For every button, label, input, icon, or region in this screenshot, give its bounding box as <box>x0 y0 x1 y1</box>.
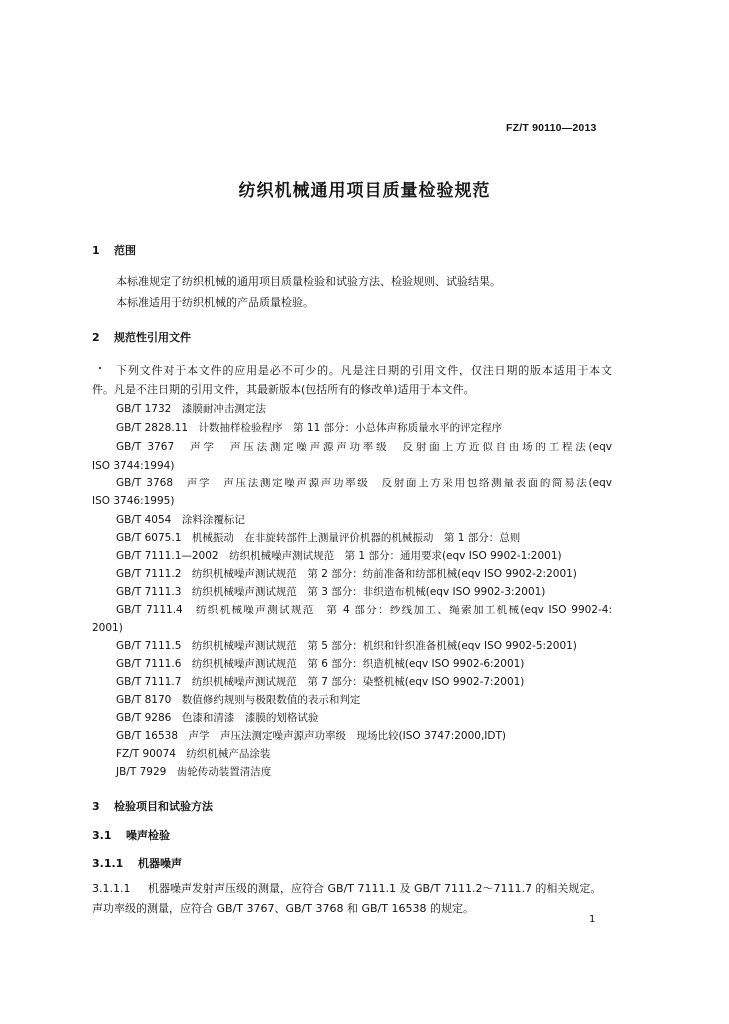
reference-item: GB/T 7111.4 纺织机械噪声测试规范 第 4 部分：纱线加工、绳索加工机械(eqv ISO 9902-4: <box>116 605 612 616</box>
reference-item: GB/T 8170 数值修约规则与极限数值的表示和判定 <box>116 694 361 706</box>
reference-item-continuation: 2001) <box>92 622 123 634</box>
clause-number: 3.1.1.1 <box>92 882 131 895</box>
scope-paragraph-2: 本标准适用于纺织机械的产品质量检验。 <box>116 296 314 309</box>
standard-code: FZ/T 90110—2013 <box>506 122 597 134</box>
reference-item: GB/T 7111.1—2002 纺织机械噪声测试规范 第 1 部分：通用要求(eqv ISO 9902-1:2001) <box>116 550 562 562</box>
section-number: 3.1 <box>92 829 112 842</box>
section-number: 2 <box>92 331 100 344</box>
scope-paragraph-1: 本标准规定了纺织机械的通用项目质量检验和试验方法、检验规则、试验结果。 <box>116 275 501 288</box>
reference-item: GB/T 16538 声学 声压法测定噪声源声功率级 现场比较(ISO 3747:2000,IDT) <box>116 730 507 742</box>
section-title: 噪声检验 <box>126 829 170 842</box>
document-title: 纺织机械通用项目质量检验规范 <box>238 181 491 201</box>
reference-item: GB/T 3767 声学 声压法测定噪声源声功率级 反射面上方近似自由场的工程法(eqv <box>116 442 612 453</box>
section-title: 规范性引用文件 <box>114 331 191 344</box>
reference-item: GB/T 7111.3 纺织机械噪声测试规范 第 3 部分：非织造布机械(eqv ISO 9902-3:2001) <box>116 586 546 598</box>
references-intro-line-2: 件。凡是不注日期的引用文件，其最新版本(包括所有的修改单)适用于本文件。 <box>92 383 475 396</box>
clause-text: 机器噪声发射声压级的测量，应符合 GB/T 7111.1 及 GB/T 7111.2～7111.7 的相关规定。 <box>148 882 602 895</box>
reference-item: GB/T 2828.11 计数抽样检验程序 第 11 部分：小总体声称质量水平的评定程序 <box>116 422 503 434</box>
section-number: 1 <box>92 244 100 257</box>
reference-item: GB/T 7111.6 纺织机械噪声测试规范 第 6 部分：织造机械(eqv ISO 9902-6:2001) <box>116 658 525 670</box>
reference-item: JB/T 7929 齿轮传动装置清洁度 <box>116 766 272 778</box>
reference-item: GB/T 3768 声学 声压法测定噪声源声功率级 反射面上方采用包络测量表面的简易法(eqv <box>116 478 612 489</box>
reference-item-continuation: ISO 3746:1995) <box>92 495 175 507</box>
section-title: 范围 <box>114 244 136 257</box>
section-number: 3.1.1 <box>92 857 124 870</box>
reference-item: GB/T 1732 漆膜耐冲击测定法 <box>116 403 266 415</box>
reference-item: FZ/T 90074 纺织机械产品涂装 <box>116 748 271 760</box>
scan-speck <box>99 367 101 369</box>
page-number: 1 <box>589 914 596 925</box>
reference-item: GB/T 7111.2 纺织机械噪声测试规范 第 2 部分：纺前准备和纺部机械(eqv ISO 9902-2:2001) <box>116 568 577 580</box>
section-3-1-1-heading <box>92 858 182 869</box>
references-intro-line-1: 下列文件对于本文件的应用是必不可少的。凡是注日期的引用文件，仅注日期的版本适用于本文 <box>116 365 612 376</box>
reference-item: GB/T 6075.1 机械振动 在非旋转部件上测量评价机器的机械振动 第 1 部分：总则 <box>116 532 521 544</box>
section-2-heading <box>92 332 191 343</box>
section-number: 3 <box>92 800 100 813</box>
section-1-heading <box>92 245 136 256</box>
section-title: 检验项目和试验方法 <box>114 800 213 813</box>
reference-item: GB/T 7111.7 纺织机械噪声测试规范 第 7 部分：染整机械(eqv ISO 9902-7:2001) <box>116 676 525 688</box>
reference-item: GB/T 9286 色漆和清漆 漆膜的划格试验 <box>116 712 319 724</box>
clause-3-1-1-1-line-1 <box>92 883 601 894</box>
reference-item: GB/T 4054 涂料涂覆标记 <box>116 514 245 526</box>
section-title: 机器噪声 <box>138 857 182 870</box>
reference-item: GB/T 7111.5 纺织机械噪声测试规范 第 5 部分：机织和针织准备机械(eqv ISO 9902-5:2001) <box>116 640 577 652</box>
section-3-heading <box>92 801 213 812</box>
section-3-1-heading <box>92 830 170 841</box>
reference-item-continuation: ISO 3744:1994) <box>92 460 175 472</box>
clause-3-1-1-1-line-2: 声功率级的测量，应符合 GB/T 3767、GB/T 3768 和 GB/T 16538 的规定。 <box>92 902 474 915</box>
